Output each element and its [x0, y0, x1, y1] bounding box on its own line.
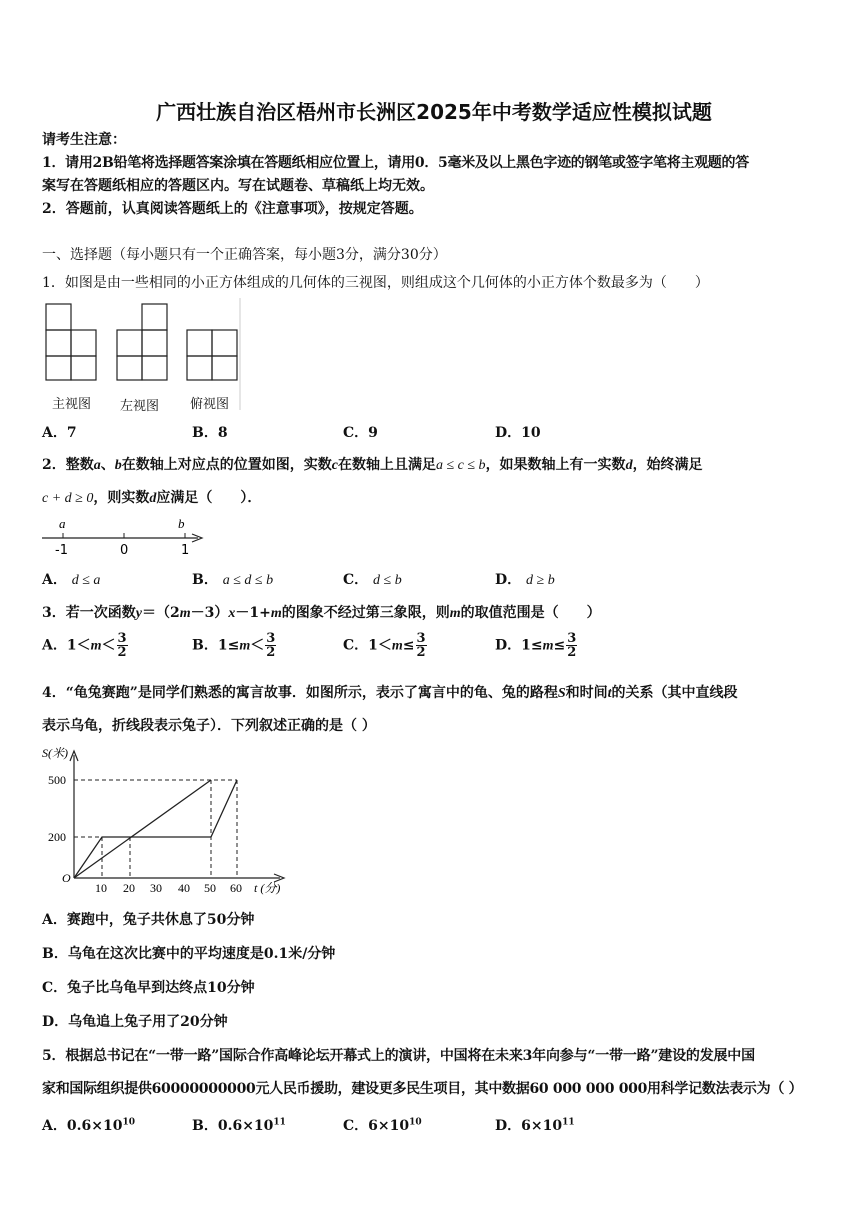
left-cell [117, 356, 142, 380]
q5-option-c[interactable]: C．$6\times 10^{10}$ [343, 1117, 422, 1134]
top-view-label: 俯视图 [190, 397, 230, 412]
front-cell [46, 304, 71, 330]
left-cell [142, 304, 167, 330]
q3-option-b[interactable]: B．1≤m＜ $\frac{3}{2}$ [192, 631, 276, 660]
q5-option-b[interactable]: B．$0.6\times 10^{11}$ [192, 1117, 286, 1134]
q2-option-b[interactable]: B． a ≤ d ≤ b [192, 572, 274, 588]
tick-label: -1 [55, 543, 68, 557]
notice-line-1b: 案写在答题纸相应的答题区内。写在试题卷、草稿纸上均无效。 [42, 178, 434, 194]
front-cell [71, 356, 96, 380]
q2-stem-line-1: 2．整数a、b在数轴上对应点的位置如图，实数c在数轴上且满足a ≤ c ≤ b，如果数轴上有一实数d，始终满足 [42, 457, 703, 473]
q2-option-a[interactable]: A． d ≤ a [42, 572, 101, 588]
top-cell [187, 330, 212, 356]
x-axis-label: t (分) [254, 881, 281, 895]
q4-option-c[interactable]: C．兔子比乌龟早到达终点10分钟 [42, 980, 255, 996]
q1-option-b[interactable]: B．8 [192, 425, 228, 441]
front-cell [46, 330, 71, 356]
q4-option-b[interactable]: B．乌龟在这次比赛中的平均速度是0.1米/分钟 [42, 946, 336, 962]
q5-option-a[interactable]: A．$0.6\times 10^{10}$ [42, 1117, 135, 1134]
q4-stem-line-1: 4．“龟兔赛跑”是同学们熟悉的寓言故事．如图所示，表示了寓言中的龟、兔的路程S和时间t的关系（其中直线段 [42, 685, 738, 701]
x-tick: 30 [150, 881, 162, 895]
origin-label: O [62, 871, 71, 885]
x-tick: 20 [123, 881, 135, 895]
y-tick-200: 200 [48, 830, 66, 844]
rabbit-line [74, 780, 237, 878]
notice-heading: 请考生注意： [42, 132, 126, 148]
q3-stem: 3．若一次函数y＝（2m－3）x－1+m的图象不经过第三象限，则m的取值范围是（ ） [42, 605, 601, 621]
q2-option-c[interactable]: C． d ≤ b [343, 572, 402, 588]
page-title: 广西壮族自治区梧州市长洲区2025年中考数学适应性模拟试题 [156, 100, 712, 124]
q5-option-d[interactable]: D．$6\times 10^{11}$ [495, 1117, 575, 1134]
left-cell [142, 330, 167, 356]
q5-stem-line-2: 家和国际组织提供60000000000元人民币援助，建设更多民生项目，其中数据60 000 000 000用科学记数法表示为（ ） [42, 1081, 803, 1097]
top-cell [187, 356, 212, 380]
number-line [38, 515, 213, 557]
top-cell [212, 330, 237, 356]
y-axis-label: S(米) [42, 746, 68, 760]
q2-stem-line-2: c + d ≥ 0，则实数d应满足（ ）． [42, 490, 262, 506]
q3-option-a[interactable]: A．1＜m＜ $\frac{3}{2}$ [42, 631, 127, 660]
top-cell [212, 356, 237, 380]
q4-option-a[interactable]: A．赛跑中，兔子共休息了50分钟 [42, 912, 255, 928]
left-cell [117, 330, 142, 356]
tick-label: 1 [181, 543, 190, 557]
notice-line-1a: 1．请用2B铅笔将选择题答案涂填在答题纸相应位置上，请用0．5毫米及以上黑色字迹的钢笔或签字笔将主观题的答 [42, 155, 749, 171]
section-heading: 一、选择题（每小题只有一个正确答案，每小题3分，满分30分） [42, 247, 447, 263]
y-tick-500: 500 [48, 773, 66, 787]
q3-option-c[interactable]: C．1＜m≤ $\frac{3}{2}$ [343, 631, 426, 660]
front-view-label: 主视图 [52, 397, 92, 412]
notice-line-2: 2．答题前，认真阅读答题纸上的《注意事项》，按规定答题。 [42, 201, 423, 217]
x-tick: 60 [230, 881, 242, 895]
q3-option-d[interactable]: D．1≤m≤ $\frac{3}{2}$ [495, 631, 577, 660]
x-tick: 40 [178, 881, 190, 895]
race-graph [40, 745, 300, 895]
left-view-label: 左视图 [120, 399, 160, 414]
front-cell [46, 356, 71, 380]
tick-label: 0 [120, 543, 129, 557]
x-tick: 10 [95, 881, 107, 895]
q4-option-d[interactable]: D．乌龟追上兔子用了20分钟 [42, 1014, 228, 1030]
axis-label-b: b [178, 516, 185, 531]
left-cell [142, 356, 167, 380]
front-cell [71, 330, 96, 356]
axis-label-a: a [59, 516, 66, 531]
q4-stem-line-2: 表示乌龟，折线段表示兔子）．下列叙述正确的是（ ） [42, 718, 376, 734]
q2-option-d[interactable]: D． d ≥ b [495, 572, 555, 588]
q1-option-d[interactable]: D．10 [495, 425, 541, 441]
q1-stem: 1．如图是由一些相同的小正方体组成的几何体的三视图，则组成这个几何体的小正方体个数最多为（ ） [42, 275, 709, 291]
q1-option-c[interactable]: C．9 [343, 425, 378, 441]
q1-option-a[interactable]: A．7 [42, 425, 77, 441]
q5-stem-line-1: 5．根据总书记在“一带一路”国际合作高峰论坛开幕式上的演讲，中国将在未来3年向参与“一带一路”建设的发展中国 [42, 1048, 755, 1064]
x-tick: 50 [204, 881, 216, 895]
tortoise-line [74, 780, 211, 878]
